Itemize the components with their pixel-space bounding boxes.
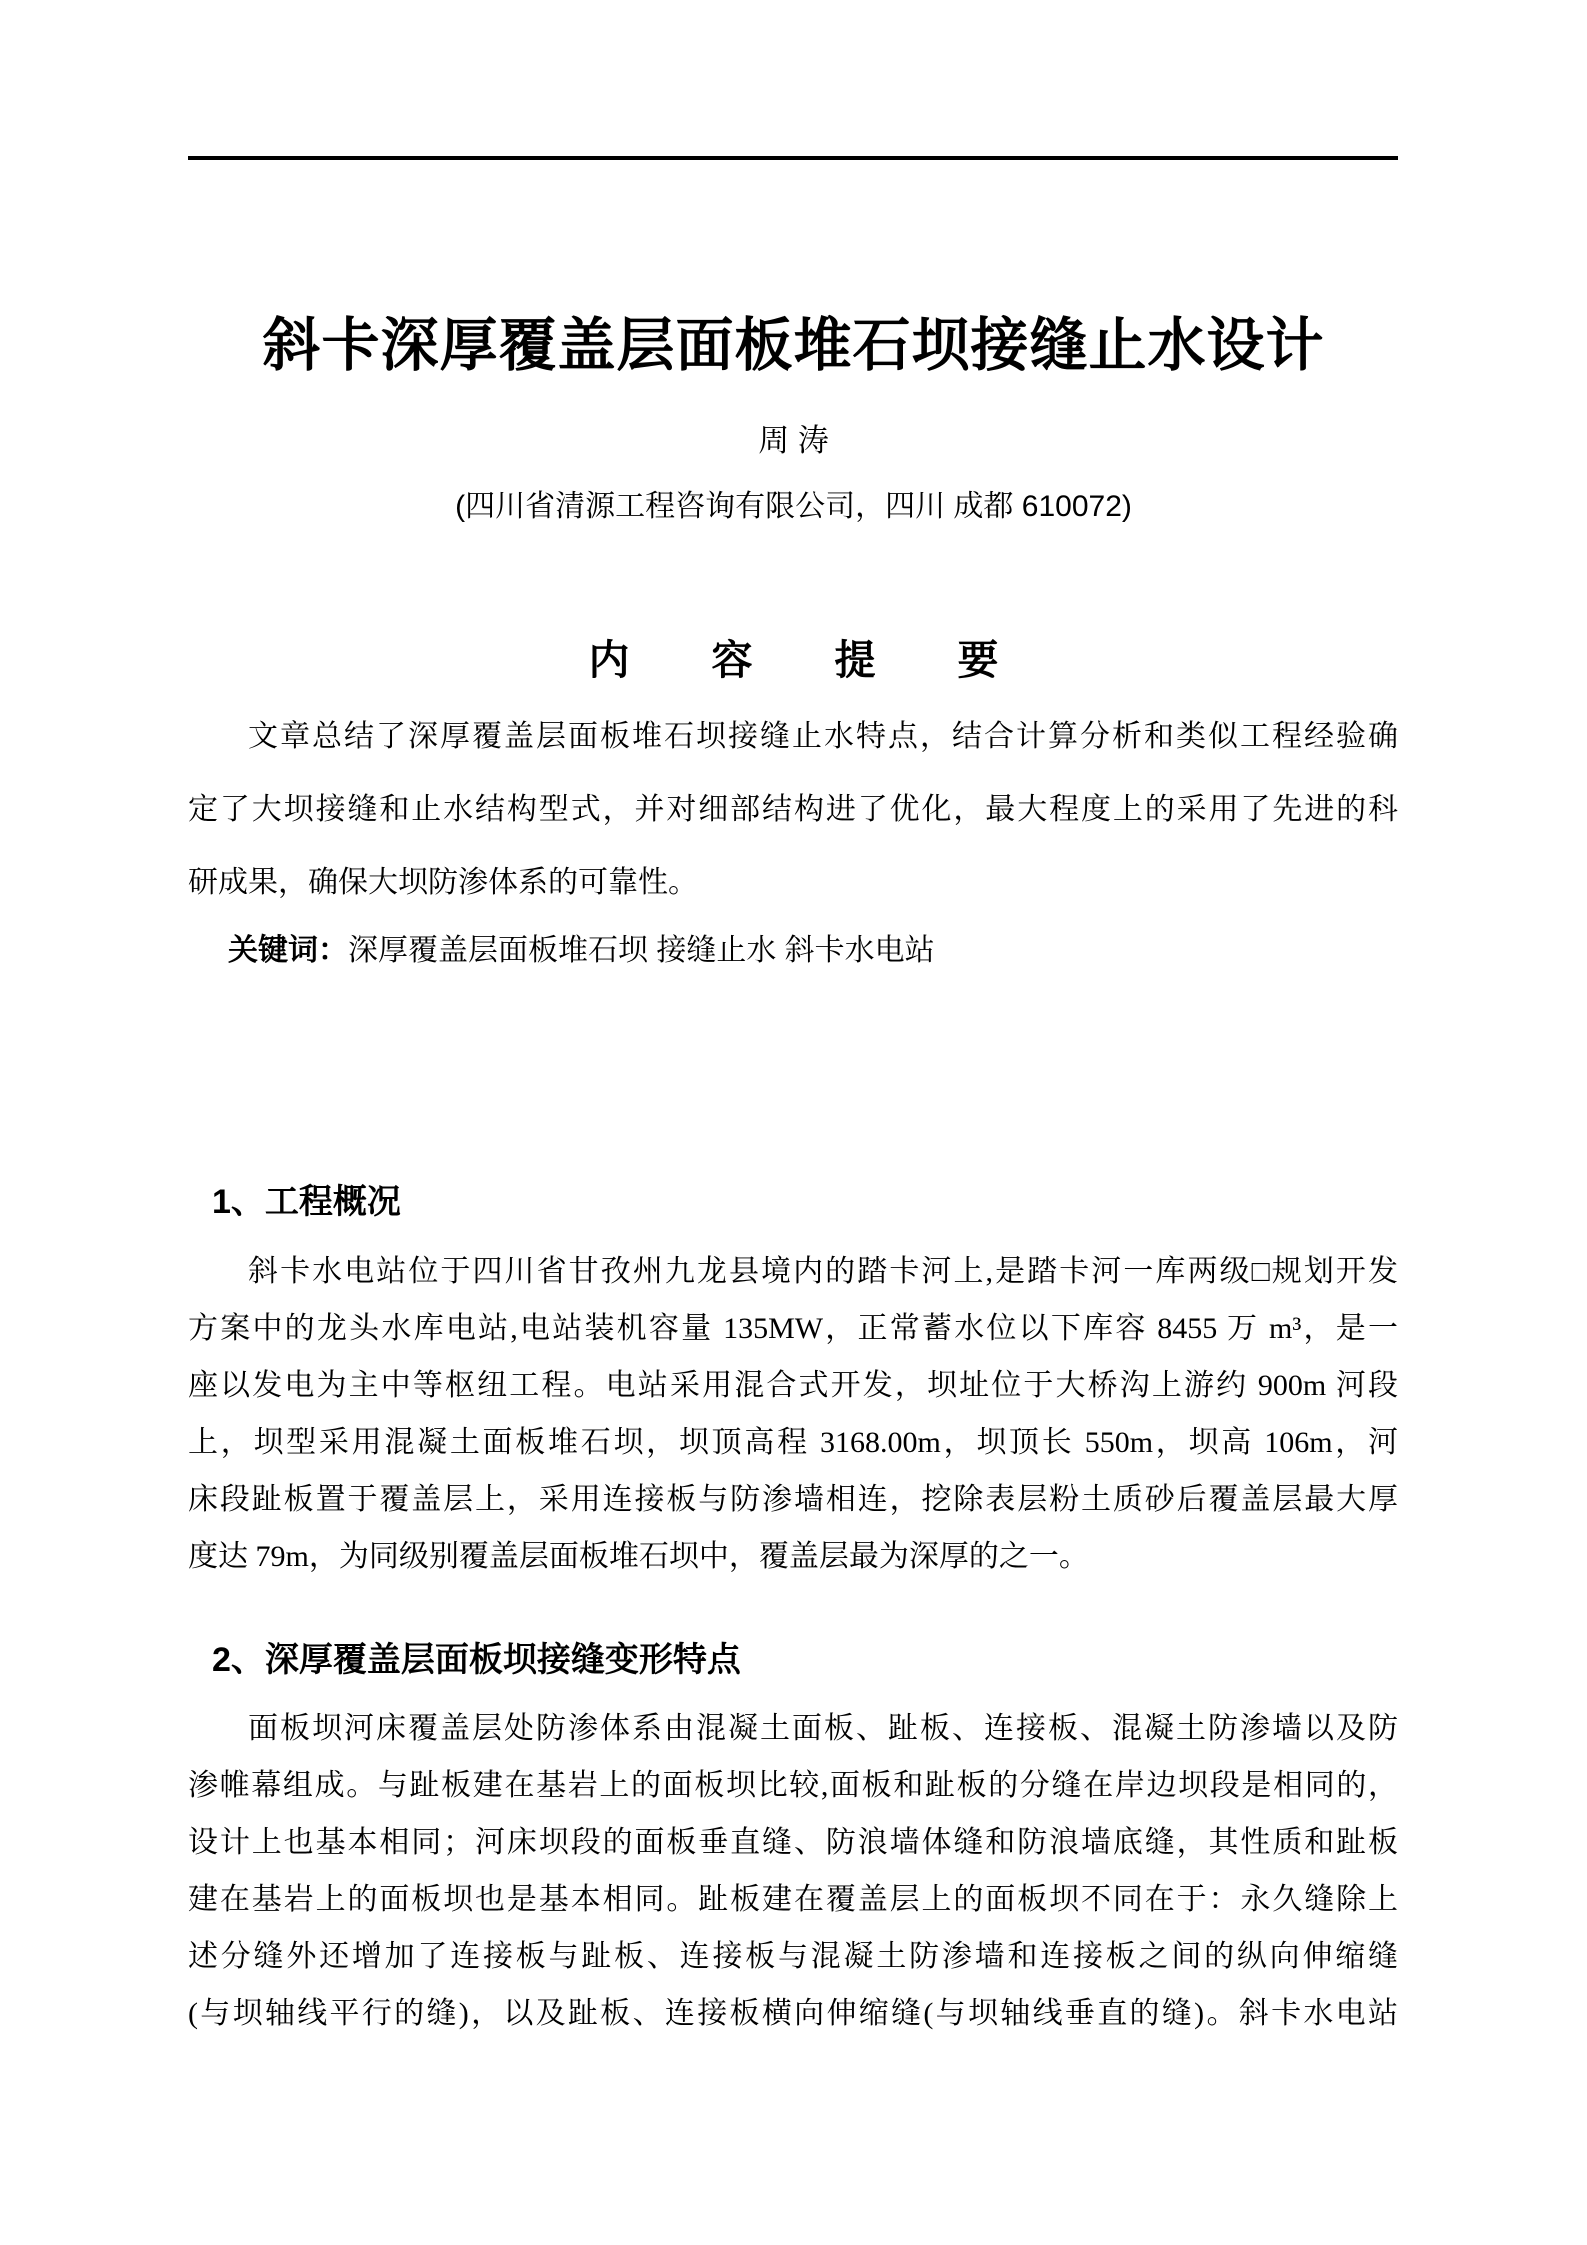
paragraph-line: 度达 79m，为同级别覆盖层面板堆石坝中，覆盖层最为深厚的之一。	[188, 1540, 1089, 1573]
abstract-line: 研成果，确保大坝防渗体系的可靠性。	[188, 866, 698, 899]
header-rule	[188, 156, 1398, 160]
keywords-label: 关键词：	[228, 934, 348, 967]
paragraph-line: 设计上也基本相同；河床坝段的面板垂直缝、防浪墙体缝和防浪墙底缝，其性质和趾板	[188, 1826, 1398, 1859]
affiliation: (四川省清源工程咨询有限公司，四川 成都 610072)	[455, 490, 1132, 523]
page-title: 斜卡深厚覆盖层面板堆石坝接缝止水设计	[262, 313, 1325, 378]
paragraph-line: (与坝轴线平行的缝)，以及趾板、连接板横向伸缩缝(与坝轴线垂直的缝)。斜卡水电站	[188, 1997, 1398, 2030]
abstract-line: 文章总结了深厚覆盖层面板堆石坝接缝止水特点，结合计算分析和类似工程经验确	[248, 720, 1398, 753]
paragraph-line: 建在基岩上的面板坝也是基本相同。趾板建在覆盖层上的面板坝不同在于：永久缝除上	[188, 1883, 1398, 1916]
keywords-text: 深厚覆盖层面板堆石坝 接缝止水 斜卡水电站	[348, 934, 935, 967]
author: 周 涛	[758, 423, 829, 458]
section-1-paragraph	[188, 1243, 1398, 1585]
abstract-line: 定了大坝接缝和止水结构型式，并对细部结构进了优化，最大程度上的采用了先进的科	[188, 793, 1398, 826]
paragraph-line: 床段趾板置于覆盖层上，采用连接板与防渗墙相连，挖除表层粉土质砂后覆盖层最大厚	[188, 1483, 1398, 1516]
paragraph-line: 斜卡水电站位于四川省甘孜州九龙县境内的踏卡河上,是踏卡河一库两级□规划开发	[248, 1255, 1398, 1288]
keywords-line	[188, 922, 1398, 979]
paragraph-line: 上，坝型采用混凝土面板堆石坝，坝顶高程 3168.00m，坝顶长 550m，坝高 106m，河	[188, 1426, 1398, 1459]
section-2-paragraph	[188, 1700, 1398, 2042]
abstract-heading: 内 容 提 要	[588, 637, 999, 683]
abstract-paragraph	[188, 700, 1398, 919]
paragraph-line: 面板坝河床覆盖层处防渗体系由混凝土面板、趾板、连接板、混凝土防渗墙以及防	[248, 1712, 1398, 1745]
paragraph-line: 方案中的龙头水库电站,电站装机容量 135MW，正常蓄水位以下库容 8455 万 m³，是一	[188, 1312, 1398, 1345]
section-2-heading: 2、深厚覆盖层面板坝接缝变形特点	[212, 1641, 741, 1679]
paragraph-line: 渗帷幕组成。与趾板建在基岩上的面板坝比较,面板和趾板的分缝在岸边坝段是相同的，	[188, 1769, 1398, 1802]
paragraph-line: 述分缝外还增加了连接板与趾板、连接板与混凝土防渗墙和连接板之间的纵向伸缩缝	[188, 1940, 1398, 1973]
paragraph-line: 座以发电为主中等枢纽工程。电站采用混合式开发，坝址位于大桥沟上游约 900m 河段	[188, 1369, 1398, 1402]
section-1-heading: 1、工程概况	[212, 1183, 401, 1221]
